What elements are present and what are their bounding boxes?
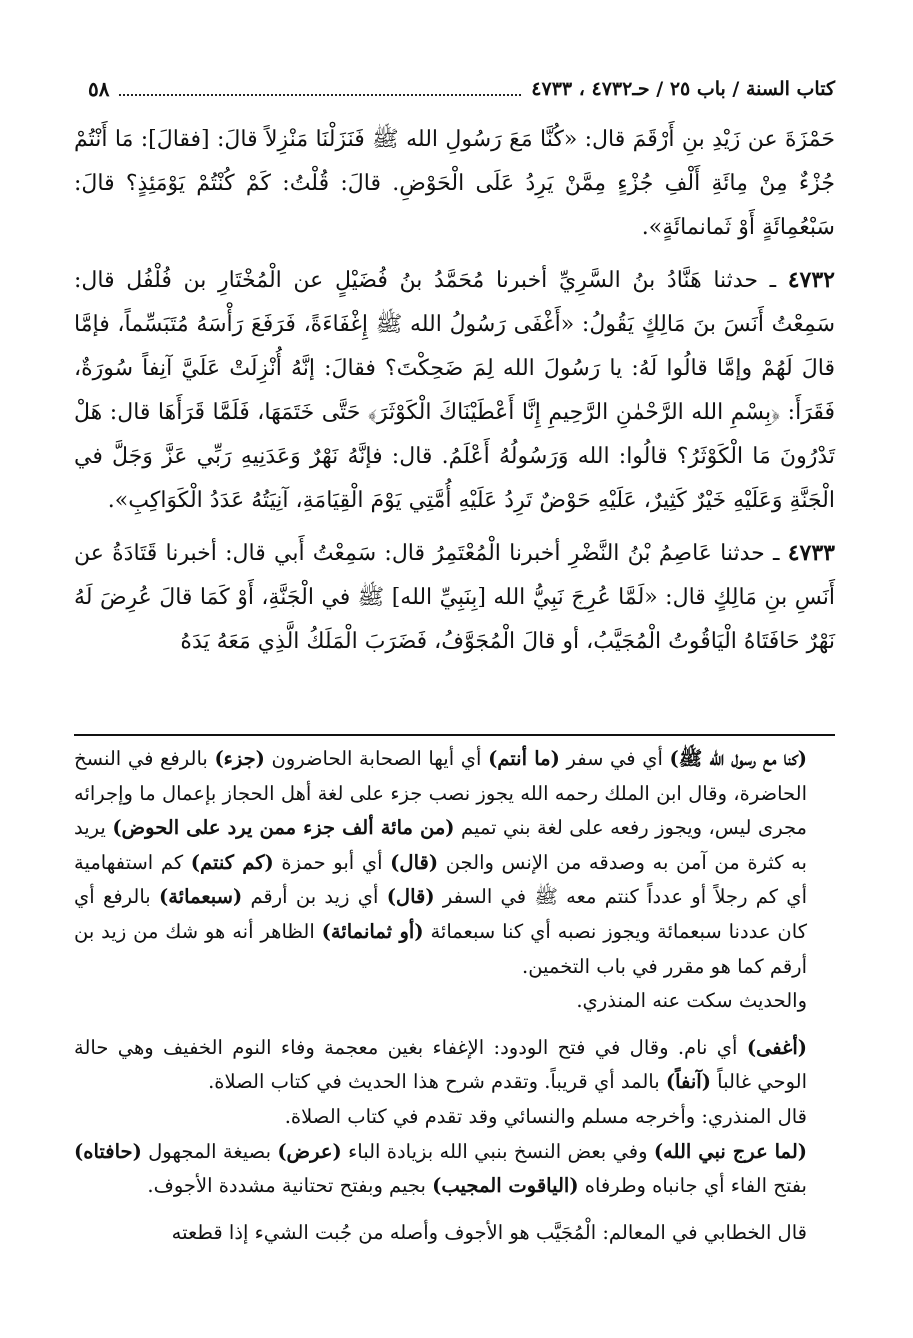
header-title: كتاب السنة / باب ٢٥ / حـ٤٧٣٢ ، ٤٧٣٣ [531,78,835,100]
commentary-text: الظاهر أنه هو شك من زيد بن أرقم كما هو مقرر في باب التخمين. [74,919,807,978]
commentary-lemma: (الياقوت المجيب) [432,1174,579,1198]
commentary-lemma: (ما أنتم) [488,747,560,770]
commentary-paragraph: والحديث سكت عنه المنذري. [576,989,807,1013]
hadith-text: ـ حدثنا هَنَّادُ بنُ السَّرِيِّ أخبرنا مُحَمَّدُ بنُ فُضَيْلٍ عن الْمُخْتَارِ بن فُلْفُل قال: سَمِعْتُ أَنَسَ بنَ مَالِكٍ يَقُولُ: «أَغْفَى رَسُولُ الله ﷺ إِغْفَاءَةً، فَرَفَعَ رَأْسَهُ مُتَبَسِّماً، فإمَّا قالَ لَهُمْ وإمَّا قالُوا لَهُ: يا رَسُولَ الله لِمَ ضَحِكْتَ؟ فقالَ: إنَّهُ أُنْزِلَتْ عَلَيَّ آنِفاً سُورَةٌ، فَقَرَأَ: ﴿بِسْمِ الله الرَّحْمٰنِ الرَّحِيمِ إِنَّا أَعْطَيْنَاكَ الْكَوْثَرَ﴾ حَتَّى خَتَمَهَا، فَلَمَّا قَرَأَهَا قال: هَلْ تَدْرُونَ مَا الْكَوْثَرُ؟ قالُوا: الله وَرَسُولُهُ أَعْلَمُ. قال: فإنَّهُ نَهْرٌ وَعَدَنِيهِ رَبِّي عَزَّ وَجَلَّ في الْجَنَّةِ وَعَلَيْهِ خَيْرٌ كَثِيرٌ، عَلَيْهِ حَوْضٌ تَرِدُ عَلَيْهِ أُمَّتِي يَوْمَ الْقِيَامَةِ، آنِيَتُهُ عَدَدُ الْكَوَاكِبِ». [74,268,835,513]
commentary-text: بالمد أي قريباً. وتقدم شرح هذا الحديث في كتاب الصلاة. [208,1070,666,1094]
commentary-text: بالرفع أي كان عددنا سبعمائة ويجوز نصبه أي كنا سبعمائة [74,885,807,943]
commentary-lemma: (لما عرج نبي الله) [653,1139,807,1163]
commentary-lemma: (حافتاه) [74,1139,142,1163]
commentary-text: أي في سفر [559,747,670,770]
commentary-lemma: (أو ثمانمائة) [321,919,424,943]
commentary-text: كم استفهامية أي كم رجلاً أو عدداً كنتم معه ﷺ في السفر [74,850,807,909]
commentary-text: بفتح الفاء أي جانباه وطرفاه [578,1174,807,1198]
commentary-block [74,742,835,1250]
commentary-text: أي نام. وقال في فتح الودود: الإغفاء بغين معجمة وفاء النوم الخفيف وهي حالة الوحي غالباً [74,1035,807,1094]
commentary-lemma: (قال) [390,850,439,874]
commentary-text: أي أيها الصحابة الحاضرون [264,747,489,770]
hadith-text: ـ حدثنا عَاصِمُ بْنُ النَّضْرِ أخبرنا الْمُعْتَمِرُ قال: سَمِعْتُ أَبي قال: أخبرنا قَتَادَةُ عن أَنَسِ بنِ مَالِكٍ قال: «لَمَّا عُرِجَ نَبِيُّ الله [بِنَبِيِّ الله] ﷺ في الْجَنَّةِ، أَوْ كَمَا قالَ عُرِضَ لَهُ نَهْرٌ حَافَتَاهُ الْيَاقُوتُ الْمُجَيَّبُ، أو قالَ الْمُجَوَّفُ، فَضَرَبَ الْمَلَكُ الَّذِي مَعَهُ يَدَهُ [74,541,835,654]
commentary-text: بالرفع في النسخ الحاضرة، وقال ابن الملك رحمه الله يجوز نصب جزء على لغة أهل الحجاز بإعمال ما وإجرائه مجرى ليس، ويجوز رفعه على لغة بني تميم [74,747,807,840]
commentary-paragraph [74,742,835,984]
commentary-paragraph: قال الخطابي في المعالم: الْمُجَيَّب هو الأجوف وأصله من جُبت الشيء إذا قطعته [171,1220,807,1244]
hadith-number: ٤٧٣٣ [787,540,835,566]
footnote-divider [74,734,835,736]
hadith-number: ٤٧٣٢ [787,267,835,293]
commentary-paragraph: قال المنذري: وأخرجه مسلم والنسائي وقد تقدم في كتاب الصلاة. [284,1104,807,1128]
header-dotted-leader [119,82,521,96]
commentary-lemma: (قال) [386,885,435,909]
commentary-lemma: (عرض) [277,1139,342,1163]
commentary-text: وفي بعض النسخ بنبي الله بزيادة الباء [341,1139,654,1163]
commentary-lemma: (جزء) [214,747,265,770]
commentary-lemma: (كنا مع رسول الله ﷺ) [669,747,807,770]
running-header [78,72,835,106]
commentary-lemma: (كم كنتم) [190,850,274,874]
commentary-paragraph [74,1031,835,1100]
hadith-paragraph [74,258,835,523]
hadith-paragraph: حَمْزَةَ عن زَيْدِ بنِ أَرْقَمَ قال: «كُنَّا مَعَ رَسُولِ الله ﷺ فَنَزَلْنَا مَنْزِلاً قالَ: [فقالَ]: مَا أَنْتُمْ جُزْءٌ مِنْ مِائَةِ أَلْفِ جُزْءٍ مِمَّنْ يَرِدُ عَلَى الْحَوْضِ. قالَ: قُلْتُ: كَمْ كُنْتُمْ يَوْمَئِذٍ؟ قالَ: سَبْعُمِائَةٍ أَوْ ثَمانمائَةٍ». [74,127,835,240]
hadith-paragraph [74,531,835,664]
hadith-text-block [74,118,835,672]
commentary-text: أي أبو حمزة [273,850,391,874]
commentary-lemma: (من مائة ألف جزء ممن يرد على الحوض) [112,816,455,840]
commentary-paragraph [74,1135,835,1204]
commentary-lemma: (أغفى) [746,1035,807,1059]
commentary-text: بجيم وبفتح تحتانية مشددة الأجوف. [147,1174,433,1198]
commentary-lemma: (آنفاً) [665,1070,711,1094]
commentary-lemma: (سبعمائة) [159,885,243,909]
commentary-text: أي زيد بن أرقم [242,885,387,909]
page-number: ٥٨ [88,77,110,101]
commentary-text: بصيغة المجهول [141,1139,278,1163]
commentary-text: يريد به كثرة من آمن به وصدقه من الإنس والجن [74,816,807,874]
